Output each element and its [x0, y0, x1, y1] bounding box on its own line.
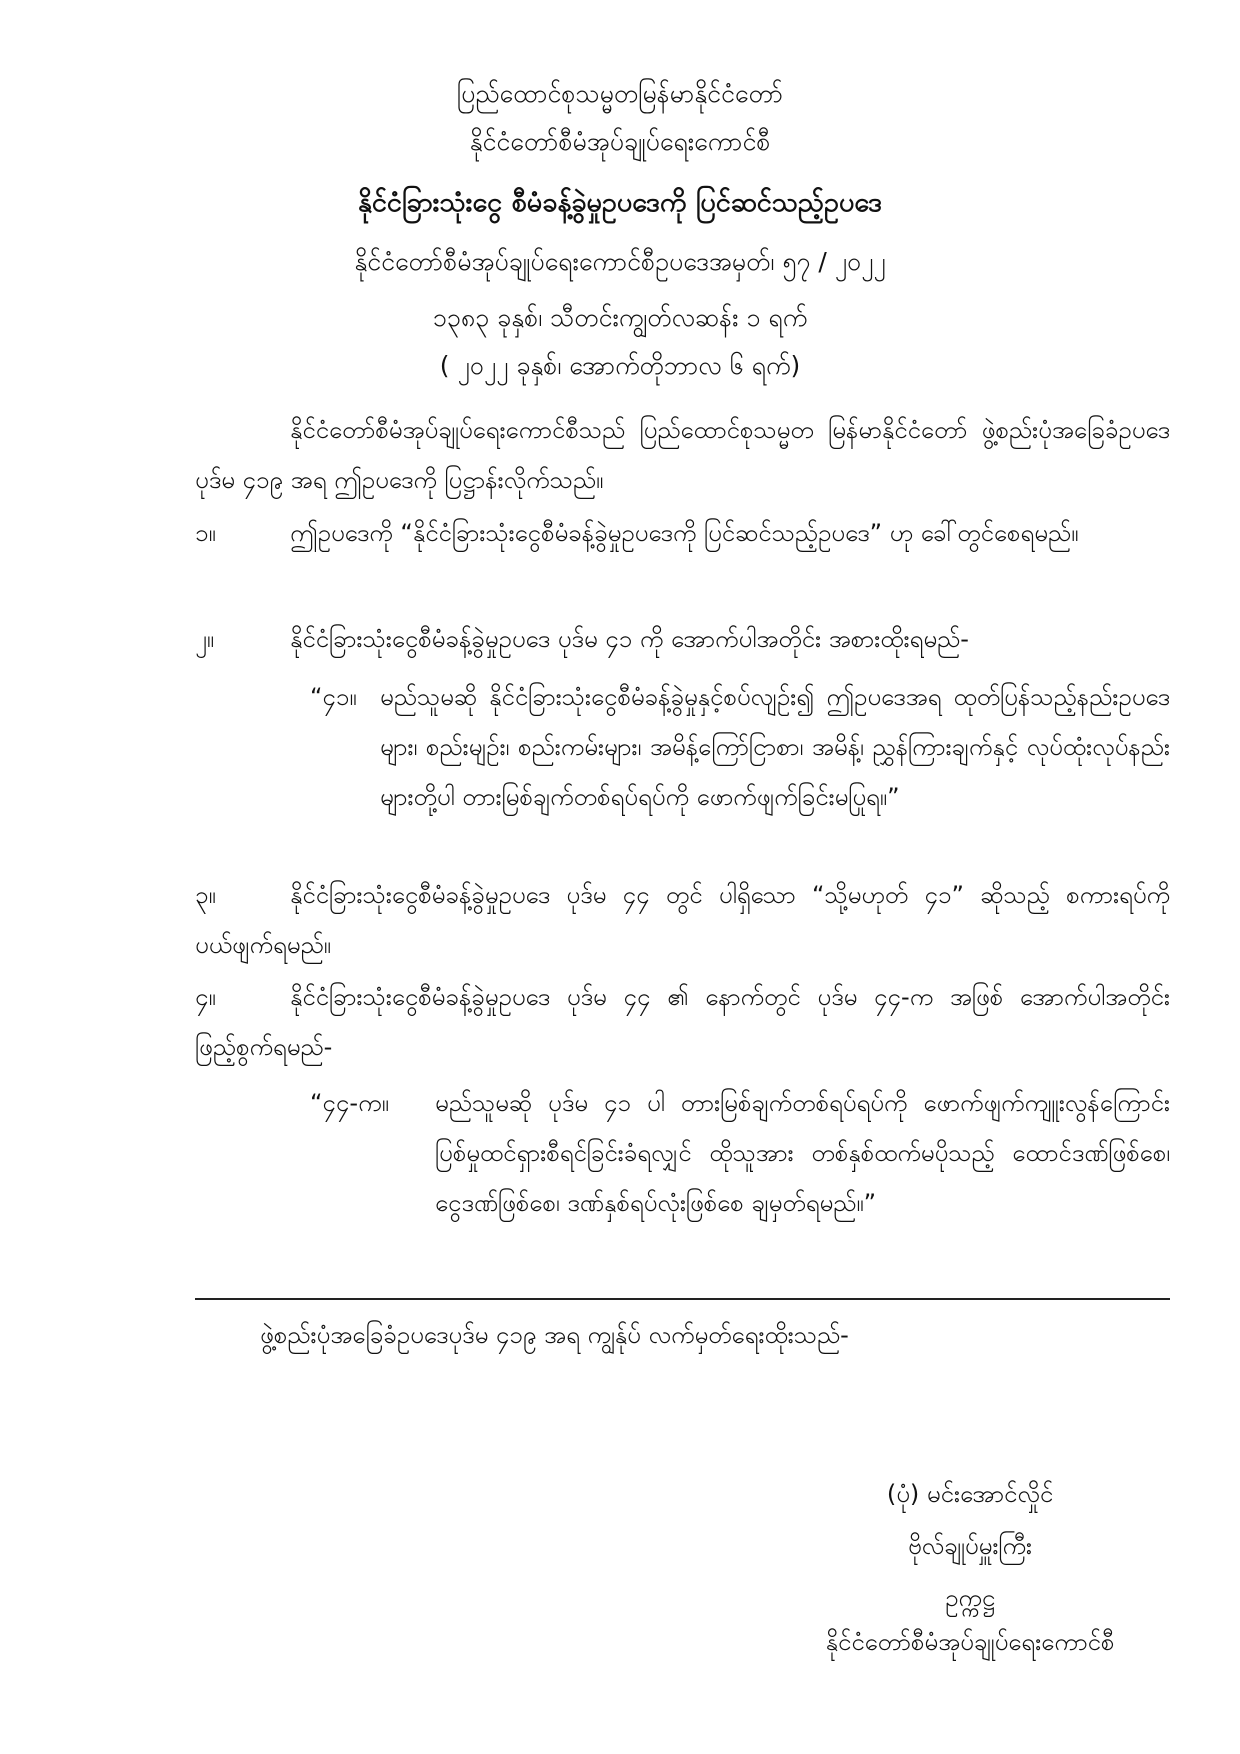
section-text: နိုင်ငံခြားသုံးငွေစီမံခန့်ခွဲမှုဥပဒေ ပုဒ်မ ၄၁ ကို အောက်ပါအတိုင်း အစားထိုးရမည်- [290, 625, 969, 653]
signatory-rank: ဗိုလ်ချုပ်မှူးကြီး [907, 1532, 1033, 1560]
section-number: ၂။ [195, 625, 215, 653]
header-country: ပြည်ထောင်စုသမ္မတမြန်မာနိုင်ငံတော် [456, 79, 784, 108]
quoted-section-text: မည်သူမဆို ပုဒ်မ ၄၁ ပါ တားမြစ်ချက်တစ်ရပ်ရပ်ကို ဖောက်ဖျက်ကျူးလွန်ကြောင်း ပြစ်မှုထင်ရှားစီရင်ခြင်းခံရလျှင် ထိုသူအား တစ်နှစ်ထက်မပိုသည့် ထောင်ဒဏ်ဖြစ်စေ၊ ငွေဒဏ်ဖြစ်စေ၊ ဒဏ်နှစ်ရပ်လုံးဖြစ်စေ ချမှတ်ရမည်။” [435, 1089, 1170, 1217]
horizontal-divider [195, 1298, 1170, 1300]
quoted-section-number: “၄၁။ [310, 683, 357, 711]
law-number: နိုင်ငံတော်စီမံအုပ်ချုပ်ရေးကောင်စီဥပဒေအမှတ်၊ ၅၇ / ၂၀၂၂ [354, 247, 886, 276]
intro-paragraph [195, 405, 1170, 505]
signatory-name: (ပုံ) မင်းအောင်လှိုင် [886, 1480, 1054, 1508]
intro-text: နိုင်ငံတော်စီမံအုပ်ချုပ်ရေးကောင်စီသည် ပြည်ထောင်စုသမ္မတ မြန်မာနိုင်ငံတော် ဖွဲ့စည်းပုံအခြေခံဥပဒေပုဒ်မ ၄၁၉ အရ ဤဥပဒေကို ပြဋ္ဌာန်းလိုက်သည်။ [195, 416, 1170, 494]
date-myanmar-calendar: ၁၃၈၃ ခုနှစ်၊ သီတင်းကျွတ်လဆန်း ၁ ရက် [432, 303, 808, 332]
quoted-section-44a [300, 1078, 1170, 1228]
signatory-position: ဥက္ကဋ္ဌ [945, 1584, 995, 1612]
header-council: နိုင်ငံတော်စီမံအုပ်ချုပ်ရေးကောင်စီ [469, 127, 771, 156]
section-number: ၁။ [195, 519, 216, 547]
section-2 [195, 614, 1170, 664]
date-gregorian: ( ၂၀၂၂ ခုနှစ်၊ အောက်တိုဘာလ ၆ ရက်) [439, 351, 801, 380]
section-3 [195, 870, 1170, 970]
signatory-body: နိုင်ငံတော်စီမံအုပ်ချုပ်ရေးကောင်စီ [825, 1628, 1115, 1656]
section-text: ဤဥပဒေကို “နိုင်ငံခြားသုံးငွေစီမံခန့်ခွဲမှုဥပဒေကို ပြင်ဆင်သည့်ဥပဒေ” ဟု ခေါ်တွင်စေရမည်။ [290, 519, 1079, 547]
quoted-section-number: “၄၄-က။ [310, 1089, 389, 1117]
quoted-section-text: မည်သူမဆို နိုင်ငံခြားသုံးငွေစီမံခန့်ခွဲမှုနှင့်စပ်လျဉ်း၍ ဤဥပဒေအရ ထုတ်ပြန်သည့်နည်းဥပဒေများ၊ စည်းမျဉ်း၊ စည်းကမ်းများ၊ အမိန့်ကြော်ငြာစာ၊ အမိန့်၊ ညွှန်ကြားချက်နှင့် လုပ်ထုံးလုပ်နည်းများတို့ပါ တားမြစ်ချက်တစ်ရပ်ရပ်ကို ဖောက်ဖျက်ခြင်းမပြုရ။” [380, 683, 1170, 811]
section-text: နိုင်ငံခြားသုံးငွေစီမံခန့်ခွဲမှုဥပဒေ ပုဒ်မ ၄၄ တွင် ပါရှိသော “သို့မဟုတ် ၄၁” ဆိုသည့် စကားရပ်ကို ပယ်ဖျက်ရမည်။ [195, 881, 1170, 959]
section-number: ၄။ [195, 983, 216, 1011]
document-title: နိုင်ငံခြားသုံးငွေ စီမံခန့်ခွဲမှုဥပဒေကို ပြင်ဆင်သည့်ဥပဒေ [357, 187, 883, 218]
closing-statement: ဖွဲ့စည်းပုံအခြေခံဥပဒေပုဒ်မ ၄၁၉ အရ ကျွန်ုပ် လက်မှတ်ရေးထိုးသည်- [260, 1321, 849, 1349]
section-1 [195, 508, 1170, 558]
quoted-section-41 [300, 672, 1170, 822]
section-text: နိုင်ငံခြားသုံးငွေစီမံခန့်ခွဲမှုဥပဒေ ပုဒ်မ ၄၄ ၏ နောက်တွင် ပုဒ်မ ၄၄-က အဖြစ် အောက်ပါအတိုင်း ဖြည့်စွက်ရမည်- [195, 983, 1170, 1061]
section-number: ၃။ [195, 881, 216, 909]
section-4 [195, 972, 1170, 1072]
